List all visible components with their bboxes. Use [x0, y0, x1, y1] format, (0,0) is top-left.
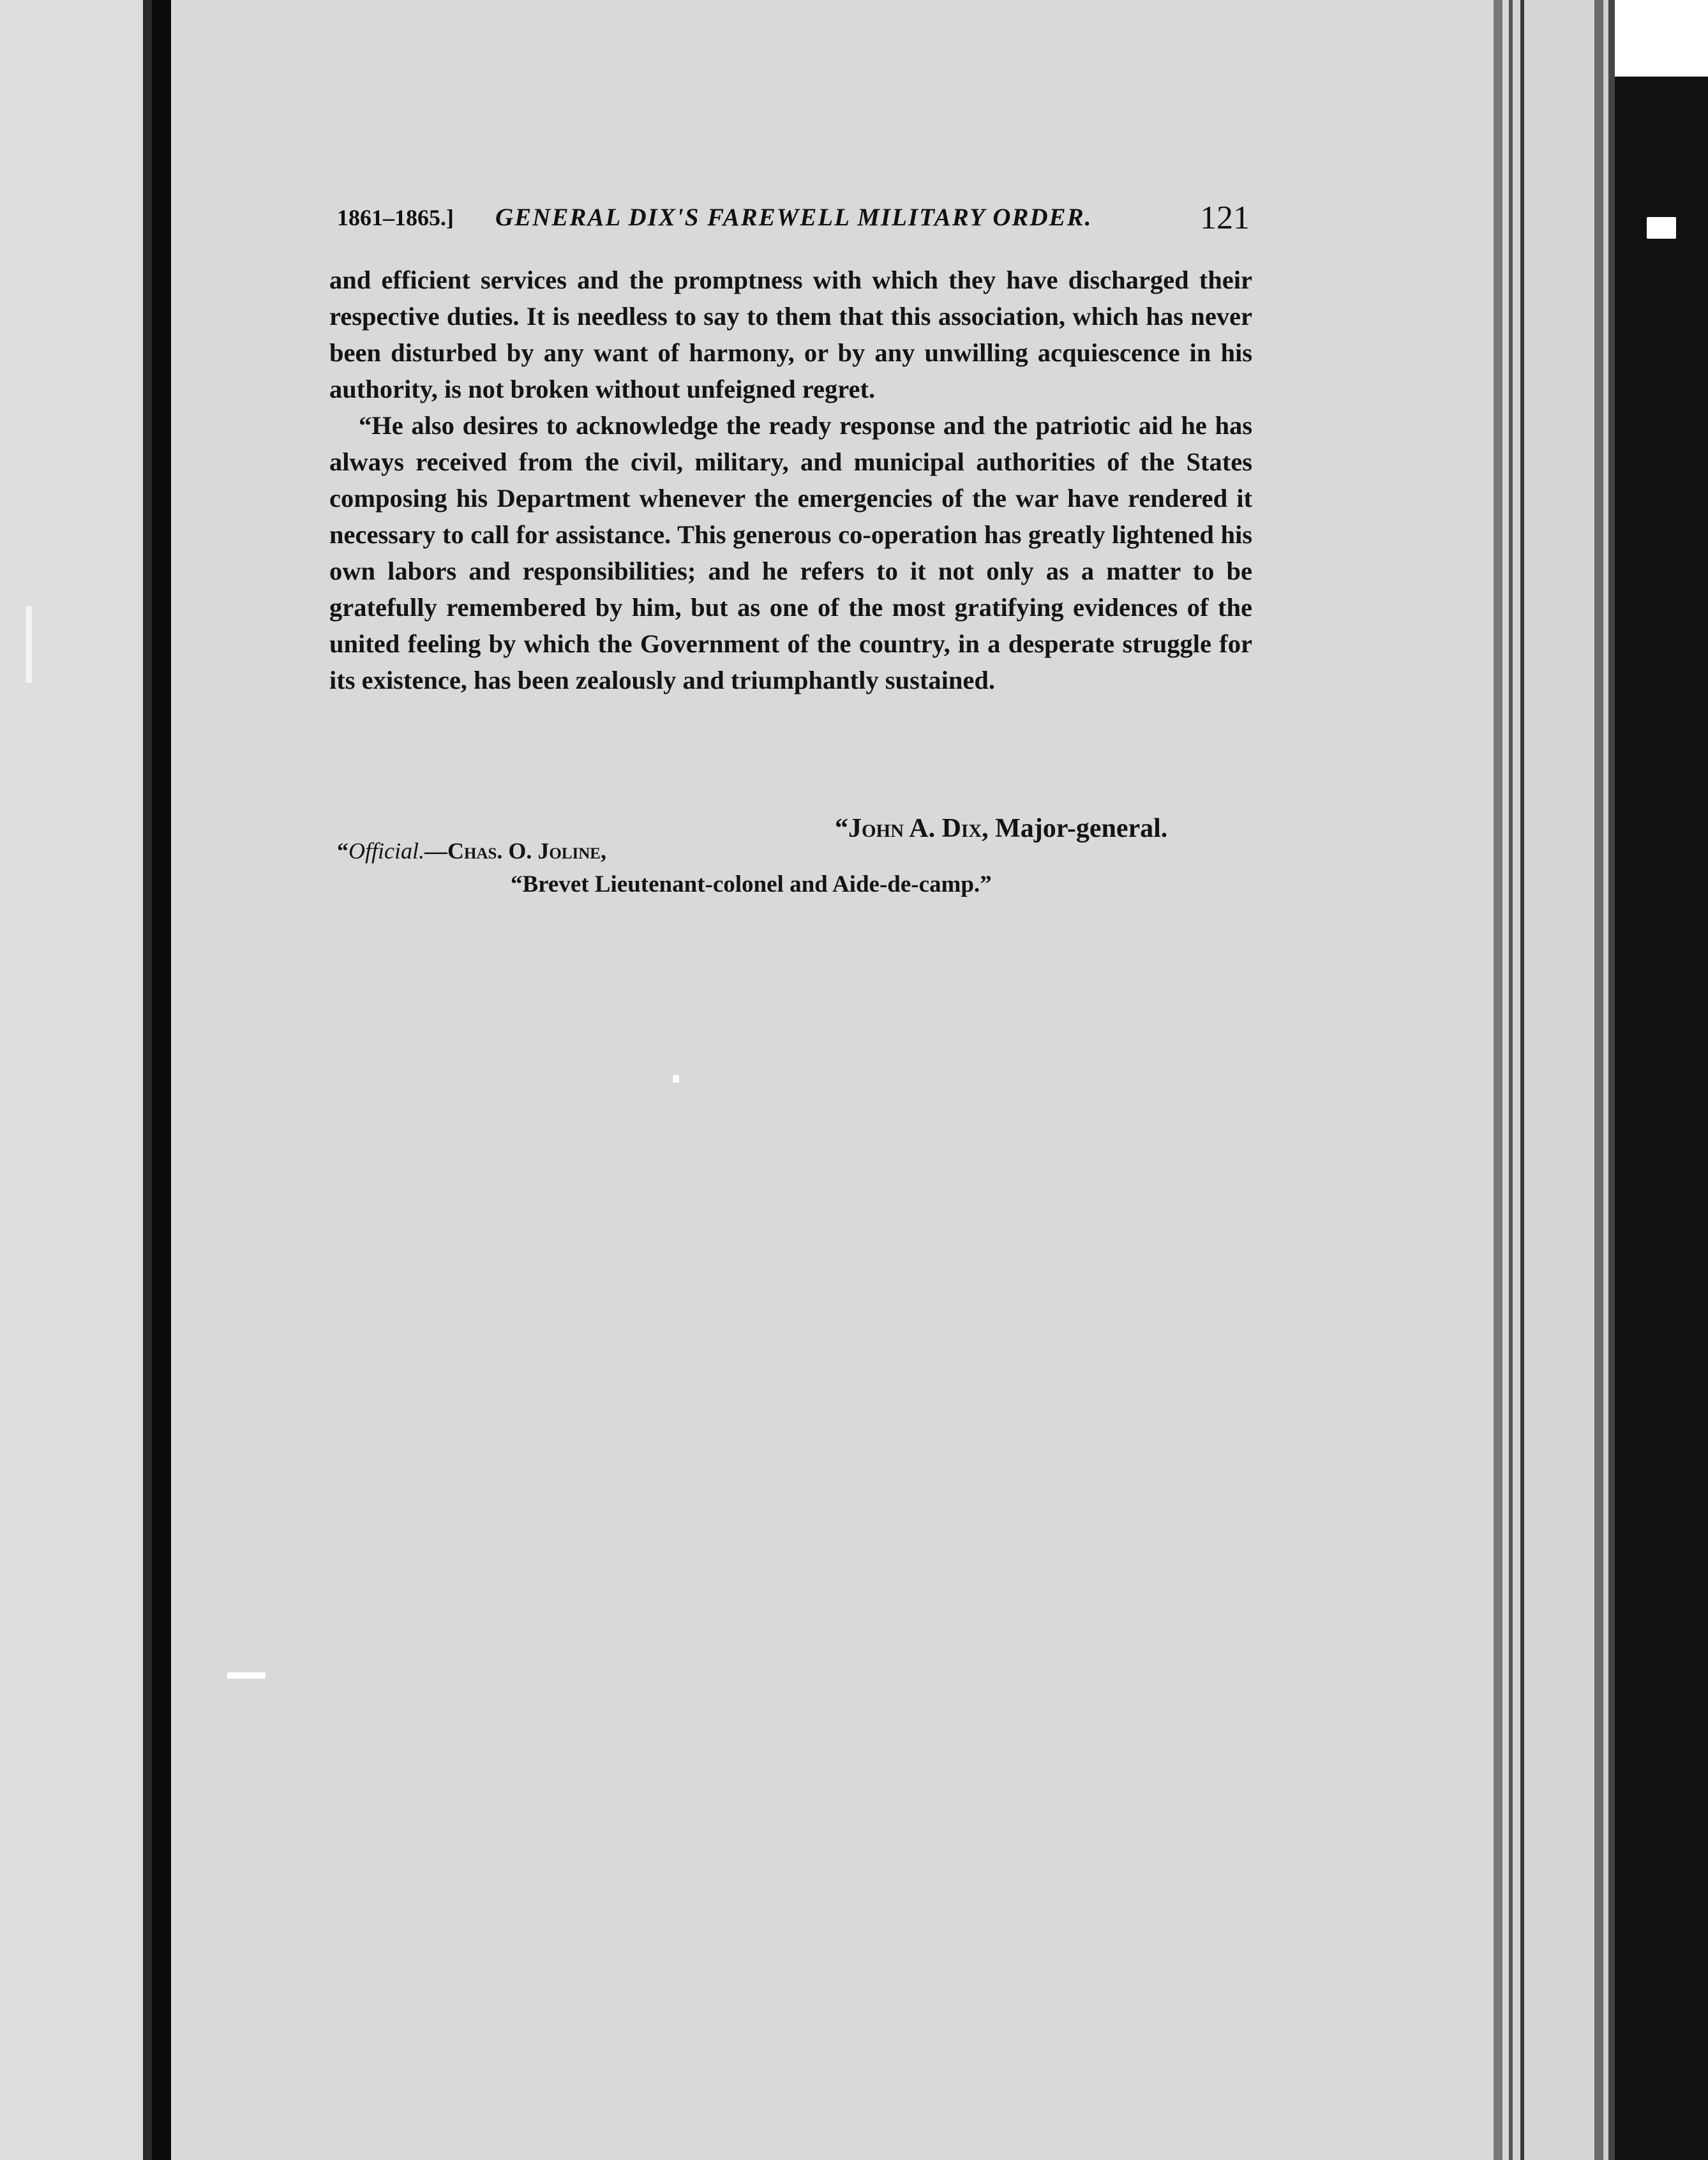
page-stack-edge: [1494, 0, 1502, 2160]
paragraph: “He also desires to acknowledge the ready response and the patriotic aid he has always received from the civil, military, and municipal authorities of the States composing his Department whenever the emergencies of the war have rendered it necessary to call for assistance. This generous co-operation has greatly lightened his own labors and responsibilities; and he refers to it not only as a matter to be gratefully remembered by him, but as one of the most gratifying evidences of the united feeling by which the Government of the country, in a desperate struggle for its existence, has been zealously and triumphantly sustained.: [329, 411, 1252, 694]
official-trail: ,: [600, 838, 606, 864]
scan-speck: [673, 1075, 679, 1083]
body-text: [329, 262, 1252, 698]
background-margin: [1615, 0, 1708, 77]
page-stack-edge: [1594, 0, 1603, 2160]
page-stack-edge: [1603, 0, 1608, 2160]
signature-name: John A. Dix: [848, 814, 982, 843]
official-dash: —: [424, 838, 447, 864]
scan-speck: [227, 1672, 266, 1679]
official-line: [337, 837, 606, 864]
running-header: [337, 199, 1250, 244]
book-gutter: [152, 0, 171, 2160]
page-number: 121: [1200, 200, 1250, 236]
header-title: GENERAL DIX'S FAREWELL MILITARY ORDER.: [495, 204, 1093, 231]
signature: [835, 813, 1250, 844]
book-cover-edge: [1615, 77, 1708, 2160]
page-stack-edge: [1524, 0, 1594, 2160]
scan-speck: [26, 606, 32, 683]
signature-rank: , Major-general.: [982, 814, 1168, 843]
page-stack-edge: [1608, 0, 1615, 2160]
scan-speck: [1647, 217, 1676, 239]
official-open-quote: “: [337, 838, 348, 864]
signature-open-quote: “: [835, 814, 848, 843]
official-name: Chas. O. Joline: [447, 838, 601, 864]
page-stack-edge: [1502, 0, 1509, 2160]
paragraph: and efficient services and the promptness with which they have discharged their respective duties. It is needless to say to them that this association, which has never been disturbed by any want of harmony, or by any unwilling acquiescence in his authority, is not broken without unfeigned regret.: [329, 266, 1252, 403]
left-page-edge: [143, 0, 152, 2160]
left-facing-page: [0, 0, 153, 2160]
official-label: Official.: [348, 838, 424, 864]
page-stack-edge: [1513, 0, 1520, 2160]
header-years: 1861–1865.]: [337, 205, 454, 230]
brevet-title: “Brevet Lieutenant-colonel and Aide-de-camp.”: [511, 871, 992, 897]
